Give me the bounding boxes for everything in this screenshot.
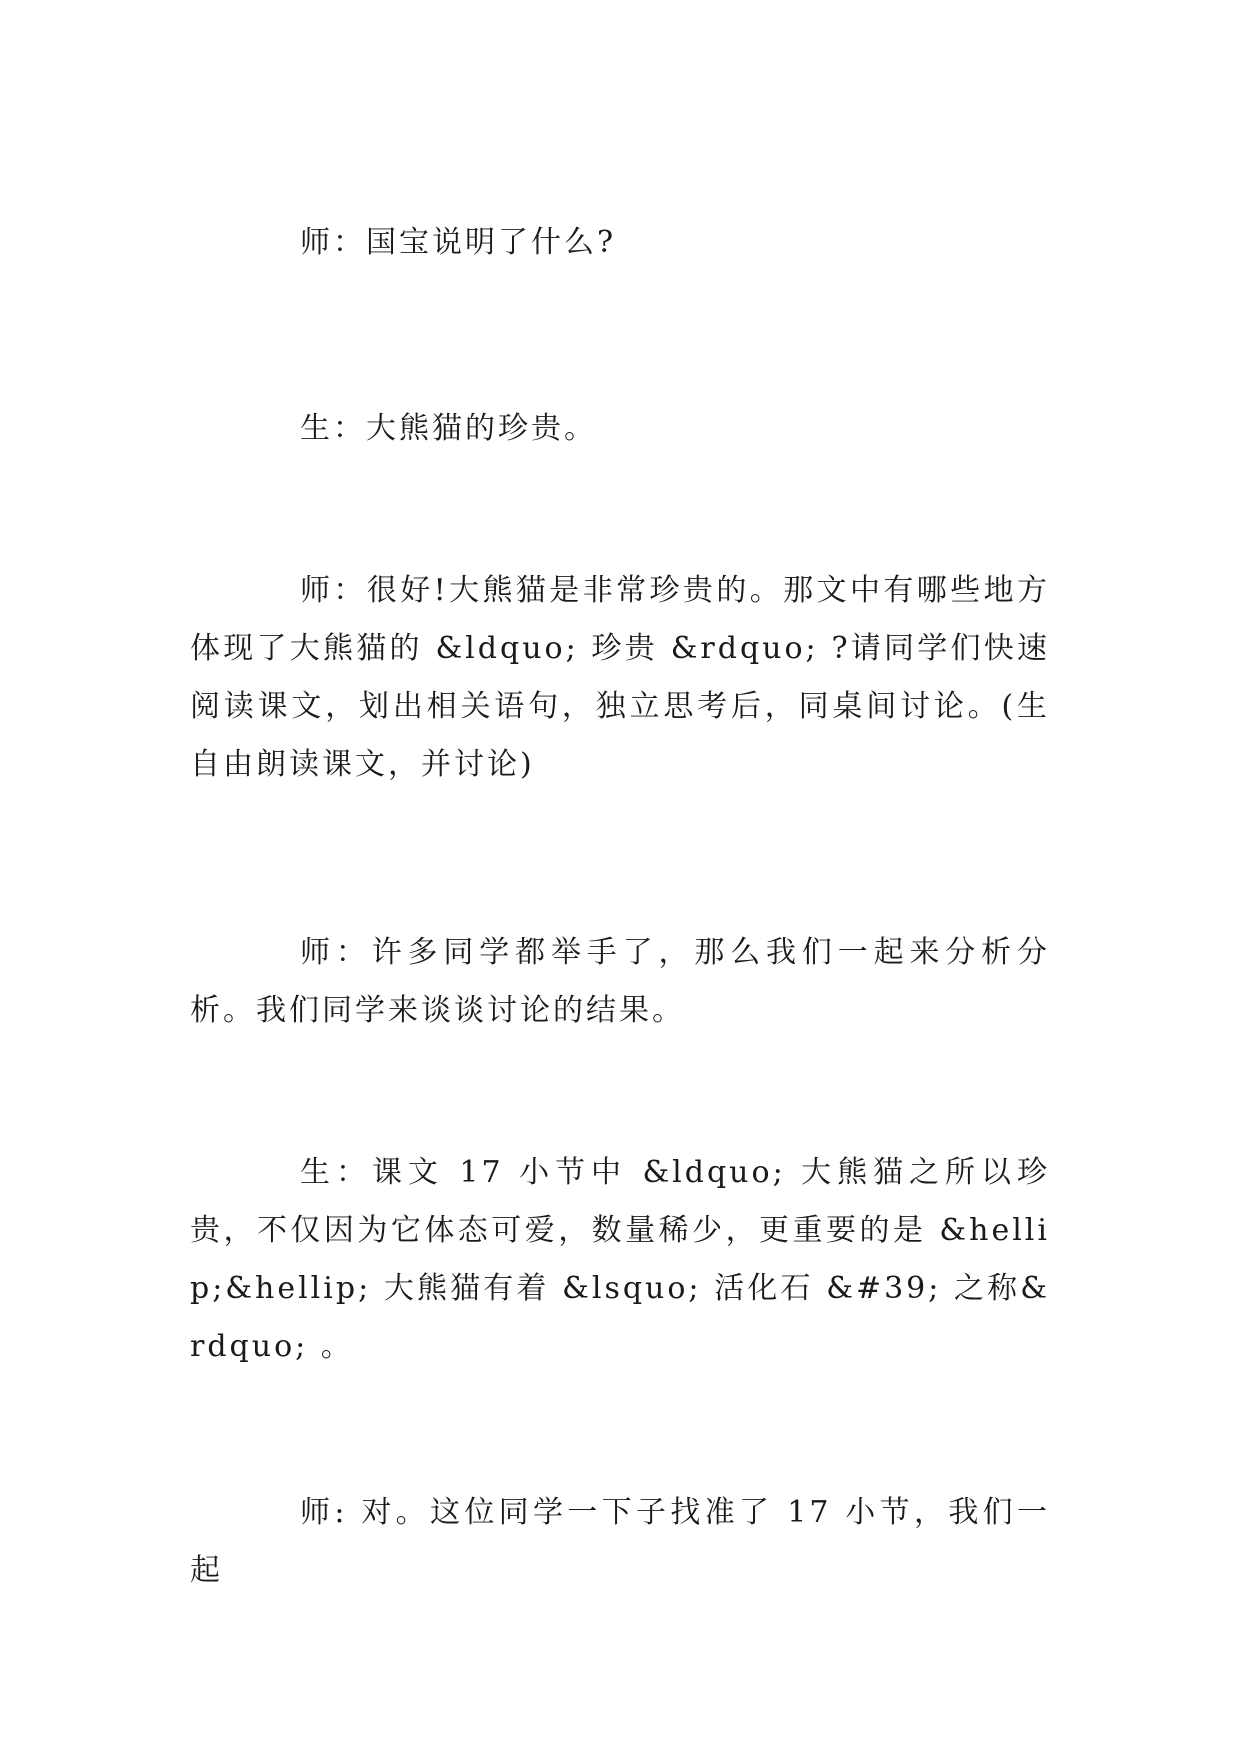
paragraph-student-quote: 生：课文 17 小节中 &ldquo; 大熊猫之所以珍贵，不仅因为它体态可爱，数量稀少，更重要的是 &hellip;&hellip; 大熊猫有着 &lsquo; 活化石 &#39; 之称&rdquo; 。 (190, 1155, 1050, 1364)
paragraph-teacher-analysis: 师：许多同学都举手了，那么我们一起来分析分析。我们同学来谈谈讨论的结果。 (190, 935, 1050, 1028)
paragraph-teacher-confirm: 师: 对。这位同学一下子找准了 17 小节，我们一起 (190, 1495, 1050, 1588)
paragraph-teacher-question: 师：国宝说明了什么? (300, 225, 617, 260)
paragraph-teacher-instruction: 师：很好!大熊猫是非常珍贵的。那文中有哪些地方体现了大熊猫的 &ldquo; 珍贵 &rdquo; ?请同学们快速阅读课文，划出相关语句，独立思考后，同桌间讨论。(生自由朗读课文，并讨论) (190, 573, 1050, 782)
paragraph-student-answer: 生：大熊猫的珍贵。 (300, 411, 597, 446)
